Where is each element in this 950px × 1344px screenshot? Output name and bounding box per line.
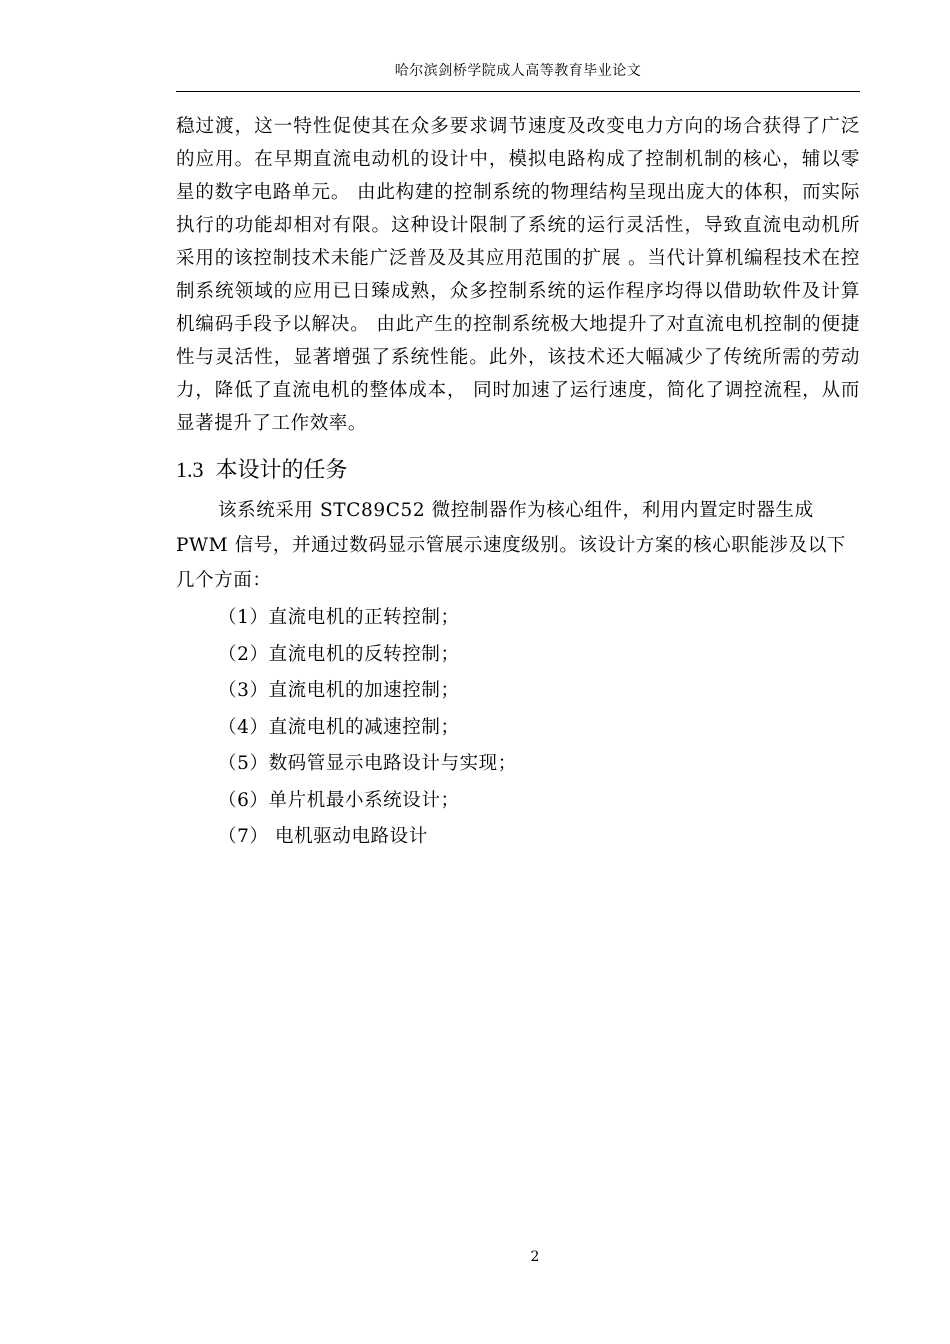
section-heading: [176, 454, 860, 487]
running-header: 哈尔滨剑桥学院成人高等教育毕业论文: [394, 63, 642, 79]
section-intro-paragraph: 该系统采用 STC89C52 微控制器作为核心组件，利用内置定时器生成 PWM 信号，并通过数码显示管展示速度级别。该设计方案的核心职能涉及以下几个方面：: [176, 500, 846, 591]
task-item: （2）直流电机的反转控制；: [218, 643, 460, 665]
task-item: （1）直流电机的正转控制；: [218, 607, 460, 628]
section-number: 1.3: [176, 457, 204, 482]
task-item: （4）直流电机的减速控制；: [218, 716, 460, 738]
page-number: 2: [530, 1249, 540, 1265]
task-item: （3）直流电机的加速控制；: [218, 680, 460, 701]
task-item: （7） 电机驱动电路设计: [218, 826, 428, 847]
header-divider: [176, 91, 860, 92]
section-title: 本设计的任务: [215, 458, 348, 483]
task-item: （5）数码管显示电路设计与实现；: [218, 753, 517, 774]
body-paragraph: 稳过渡，这一特性促使其在众多要求调节速度及改变电力方向的场合获得了广泛的应用。在早期直流电动机的设计中，模拟电路构成了控制机制的核心，辅以零星的数字电路单元。 由此构建的控制系统的物理结构呈现出庞大的体积，而实际执行的功能却相对有限。这种设计限制了系统的运行灵活性，导致直流电动机所采用的该控制技术未能广泛普及及其应用范围的扩展 。当代计算机编程技术在控制系统领域的应用已日臻成熟，众多控制系统的运作程序均得以借助软件及计算机编码手段予以解决。 由此产生的控制系统极大地提升了对直流电机控制的便捷性与灵活性，显著增强了系统性能。此外，该技术还大幅减少了传统所需的劳动力，降低了直流电机的整体成本， 同时加速了运行速度，简化了调控流程，从而显著提升了工作效率。: [176, 116, 860, 434]
task-list: [218, 600, 858, 856]
task-item: （6）单片机最小系统设计；: [218, 789, 460, 811]
